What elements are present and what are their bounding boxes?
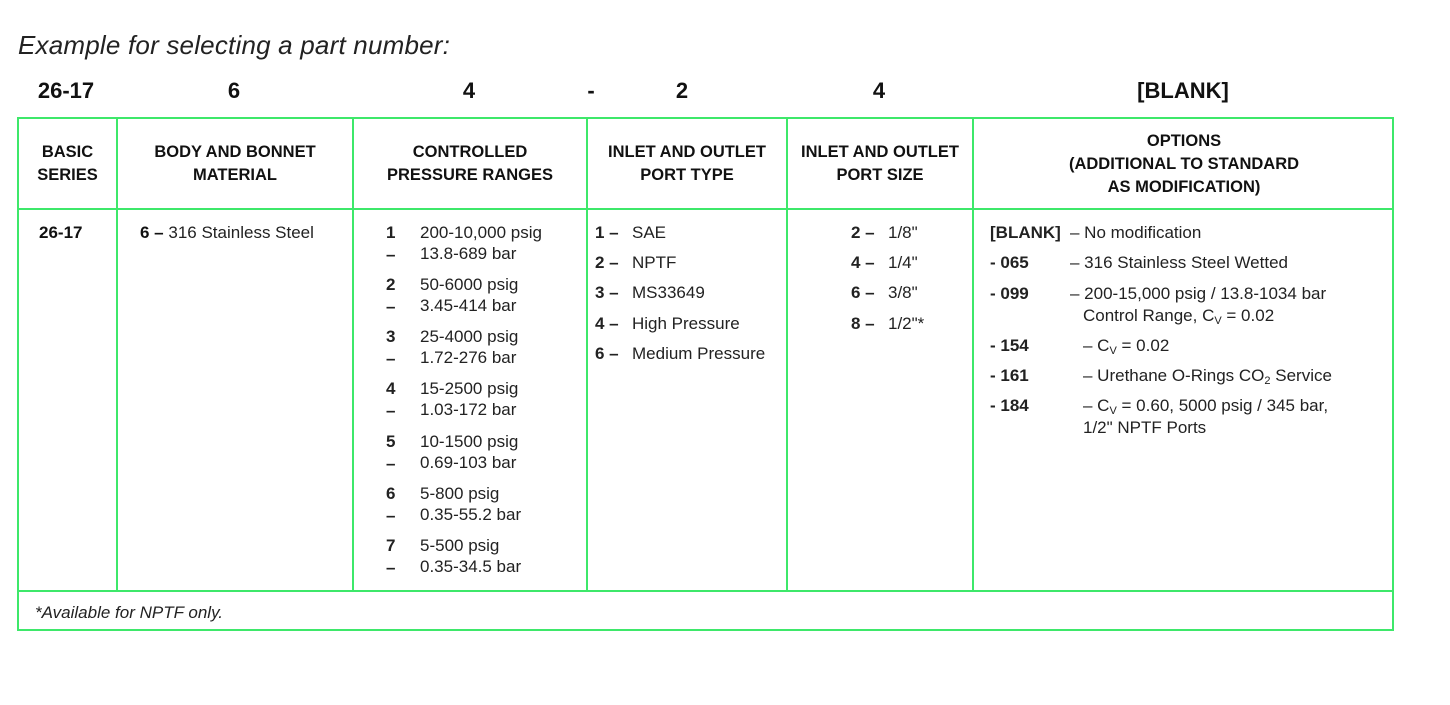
material-option: 6 – 316 Stainless Steel <box>140 223 314 242</box>
footnote: *Available for NPTF only. <box>35 603 224 622</box>
pn-port-size: 4 <box>872 78 886 103</box>
header-options: OPTIONS (ADDITIONAL TO STANDARD AS MODIFICATION) <box>1068 131 1300 196</box>
header-pressure-ranges: CONTROLLED PRESSURE RANGES <box>387 143 553 184</box>
basic-series-value: 26-17 <box>39 223 83 242</box>
pn-pressure: 4 <box>462 78 476 103</box>
header-port-size: INLET AND OUTLET PORT SIZE <box>801 143 959 184</box>
pn-dash: - <box>587 78 595 103</box>
pn-series: 26-17 <box>37 78 95 103</box>
page-heading: Example for selecting a part number: <box>18 30 451 60</box>
pn-options: [BLANK] <box>1137 78 1229 103</box>
header-port-type: INLET AND OUTLET PORT TYPE <box>608 143 766 184</box>
header-material: BODY AND BONNET MATERIAL <box>154 143 316 184</box>
pn-port-type: 2 <box>675 78 689 103</box>
part-number-table: BASIC SERIES BODY AND BONNET MATERIAL CONTROLLED PRESSURE RANGES INLET AND OUTLET PORT TYPE INLET AND OUTLET PORT SIZE OPTIONS (ADDITIONAL TO STANDARD AS MODIFICATION) 26-17 6 – 316 Stainless Steel 1 – 200-10,000 psig 13.8-689 bar 2 – 50-6000 psig 3.45-414 bar 3 – 25-4000 psig 1.72-276 bar 4 – 15-2500 psig 1.03-172 bar 5 – 10-1500 psig 0.69-103 bar 6 – 5-800 psig 0.35-55.2 bar 7 – 5-500 psig 0.35-34.5 bar 1 – SAE 2 – NPTF 3 – MS33649 4 – High Pressure 6 – Medium Pressure 2 – 1/8" 4 – 1/4" 6 – 3/8" 8 – 1/2"* [BLANK] – No modification - 065 – 316 Stainless Steel Wetted - 099 – 200-15,000 psig / 13.8-1034 bar Control Range, $C_V = 0.02$ - 154 – $C_V = 0.02$ - 161 – Urethane O-Rings $CO_2$ Service - 184 – $C_V = 0.60$, 5000 psig / 345 bar, 1/2" NPTF Ports *Available for NPTF only. <box>17 117 1394 631</box>
header-basic-series: BASIC SERIES <box>37 143 98 184</box>
footer-divider <box>19 590 1392 592</box>
pn-material: 6 <box>227 78 241 103</box>
